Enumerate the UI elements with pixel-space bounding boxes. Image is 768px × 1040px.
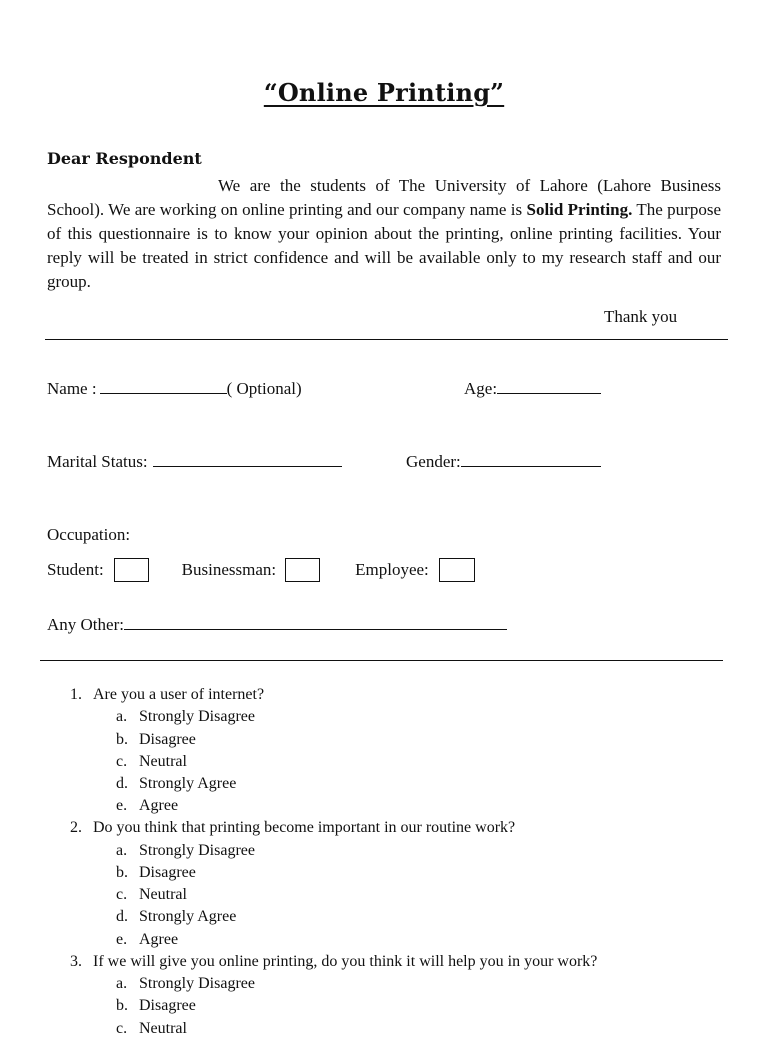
option-letter: a. [116,841,128,859]
option-item[interactable] [70,929,730,951]
marital-status-blank[interactable] [153,466,342,467]
gender-field [406,452,601,472]
option-text: Agree [139,797,179,815]
businessman-option [182,558,320,582]
option-item[interactable] [70,729,730,751]
name-label: Name : [47,379,97,398]
option-text: Strongly Disagree [139,708,255,726]
gender-blank[interactable] [461,466,601,467]
option-text: Neutral [139,752,187,770]
option-item[interactable] [70,884,730,906]
closing-text: Thank you [604,307,678,326]
any-other-label: Any Other: [47,615,124,634]
occupation-options [47,558,475,582]
option-text: Disagree [139,997,196,1015]
question-number: 1. [70,686,82,703]
occupation-label: Occupation: [47,525,131,544]
name-blank[interactable] [100,393,227,394]
option-letter: e. [116,797,128,815]
option-text: Strongly Agree [139,775,237,793]
option-item[interactable] [70,751,730,773]
any-other-field [47,615,507,635]
student-option [47,558,149,582]
intro-text-2: The purpose of this questionnaire is to know your opinion about the printing, online printing facilities. Your reply will be treated in strict confidence and will be available only to my research staff and our group. [47,200,721,291]
age-label: Age: [464,379,498,398]
option-item[interactable] [70,1018,730,1040]
question-list [70,684,730,1040]
option-text: Strongly Agree [139,908,237,926]
option-text: Disagree [139,730,196,748]
option-item[interactable] [70,862,730,884]
employee-checkbox[interactable] [439,558,475,582]
option-item[interactable] [70,840,730,862]
question-number: 2. [70,819,82,837]
student-label: Student: [47,560,104,579]
question-3 [70,951,730,1040]
company-name: Solid Printing. [526,200,633,219]
option-item[interactable] [70,973,730,995]
employee-option [355,558,475,582]
option-letter: a. [116,708,128,726]
marital-status-label: Marital Status: [47,452,148,471]
age-blank[interactable] [497,393,601,394]
marital-status-field [47,452,342,472]
option-letter: e. [116,930,128,948]
option-letter: c. [116,752,128,770]
option-letter: d. [116,908,128,926]
option-letter: c. [116,886,128,904]
question-1 [70,684,730,817]
option-text: Neutral [139,1019,187,1037]
question-number: 3. [70,952,82,970]
option-text: Disagree [139,864,196,882]
intro-paragraph [47,174,721,294]
name-optional-note: ( Optional) [226,379,302,398]
option-item[interactable] [70,706,730,728]
gender-label: Gender: [406,452,461,471]
salutation: Dear Respondent [47,149,202,168]
option-letter: b. [116,864,128,882]
document-title: “Online Printing” [263,78,505,107]
option-item[interactable] [70,773,730,795]
question-text: Are you a user of internet? [93,686,265,703]
name-field [47,379,302,399]
age-field [464,379,601,399]
student-checkbox[interactable] [114,558,149,582]
divider-top [45,339,728,340]
option-letter: b. [116,997,128,1015]
option-letter: b. [116,730,128,748]
any-other-blank[interactable] [124,629,507,630]
businessman-checkbox[interactable] [285,558,320,582]
option-letter: a. [116,975,128,993]
question-text: Do you think that printing become important in our routine work? [93,819,516,837]
option-item[interactable] [70,795,730,817]
option-text: Strongly Disagree [139,841,255,859]
option-item[interactable] [70,995,730,1017]
divider-bottom [40,660,723,661]
option-text: Strongly Disagree [139,975,255,993]
intro-text-1: We are the students of The University of Lahore (Lahore Business School). We are working on online printing and our company name is [47,176,721,219]
employee-label: Employee: [355,560,429,579]
question-text: If we will give you online printing, do you think it will help you in your work? [93,952,598,970]
option-text: Neutral [139,886,187,904]
option-letter: c. [116,1019,128,1037]
option-item[interactable] [70,906,730,928]
option-letter: d. [116,775,128,793]
businessman-label: Businessman: [181,560,277,579]
option-text: Agree [139,930,179,948]
question-2 [70,817,730,950]
